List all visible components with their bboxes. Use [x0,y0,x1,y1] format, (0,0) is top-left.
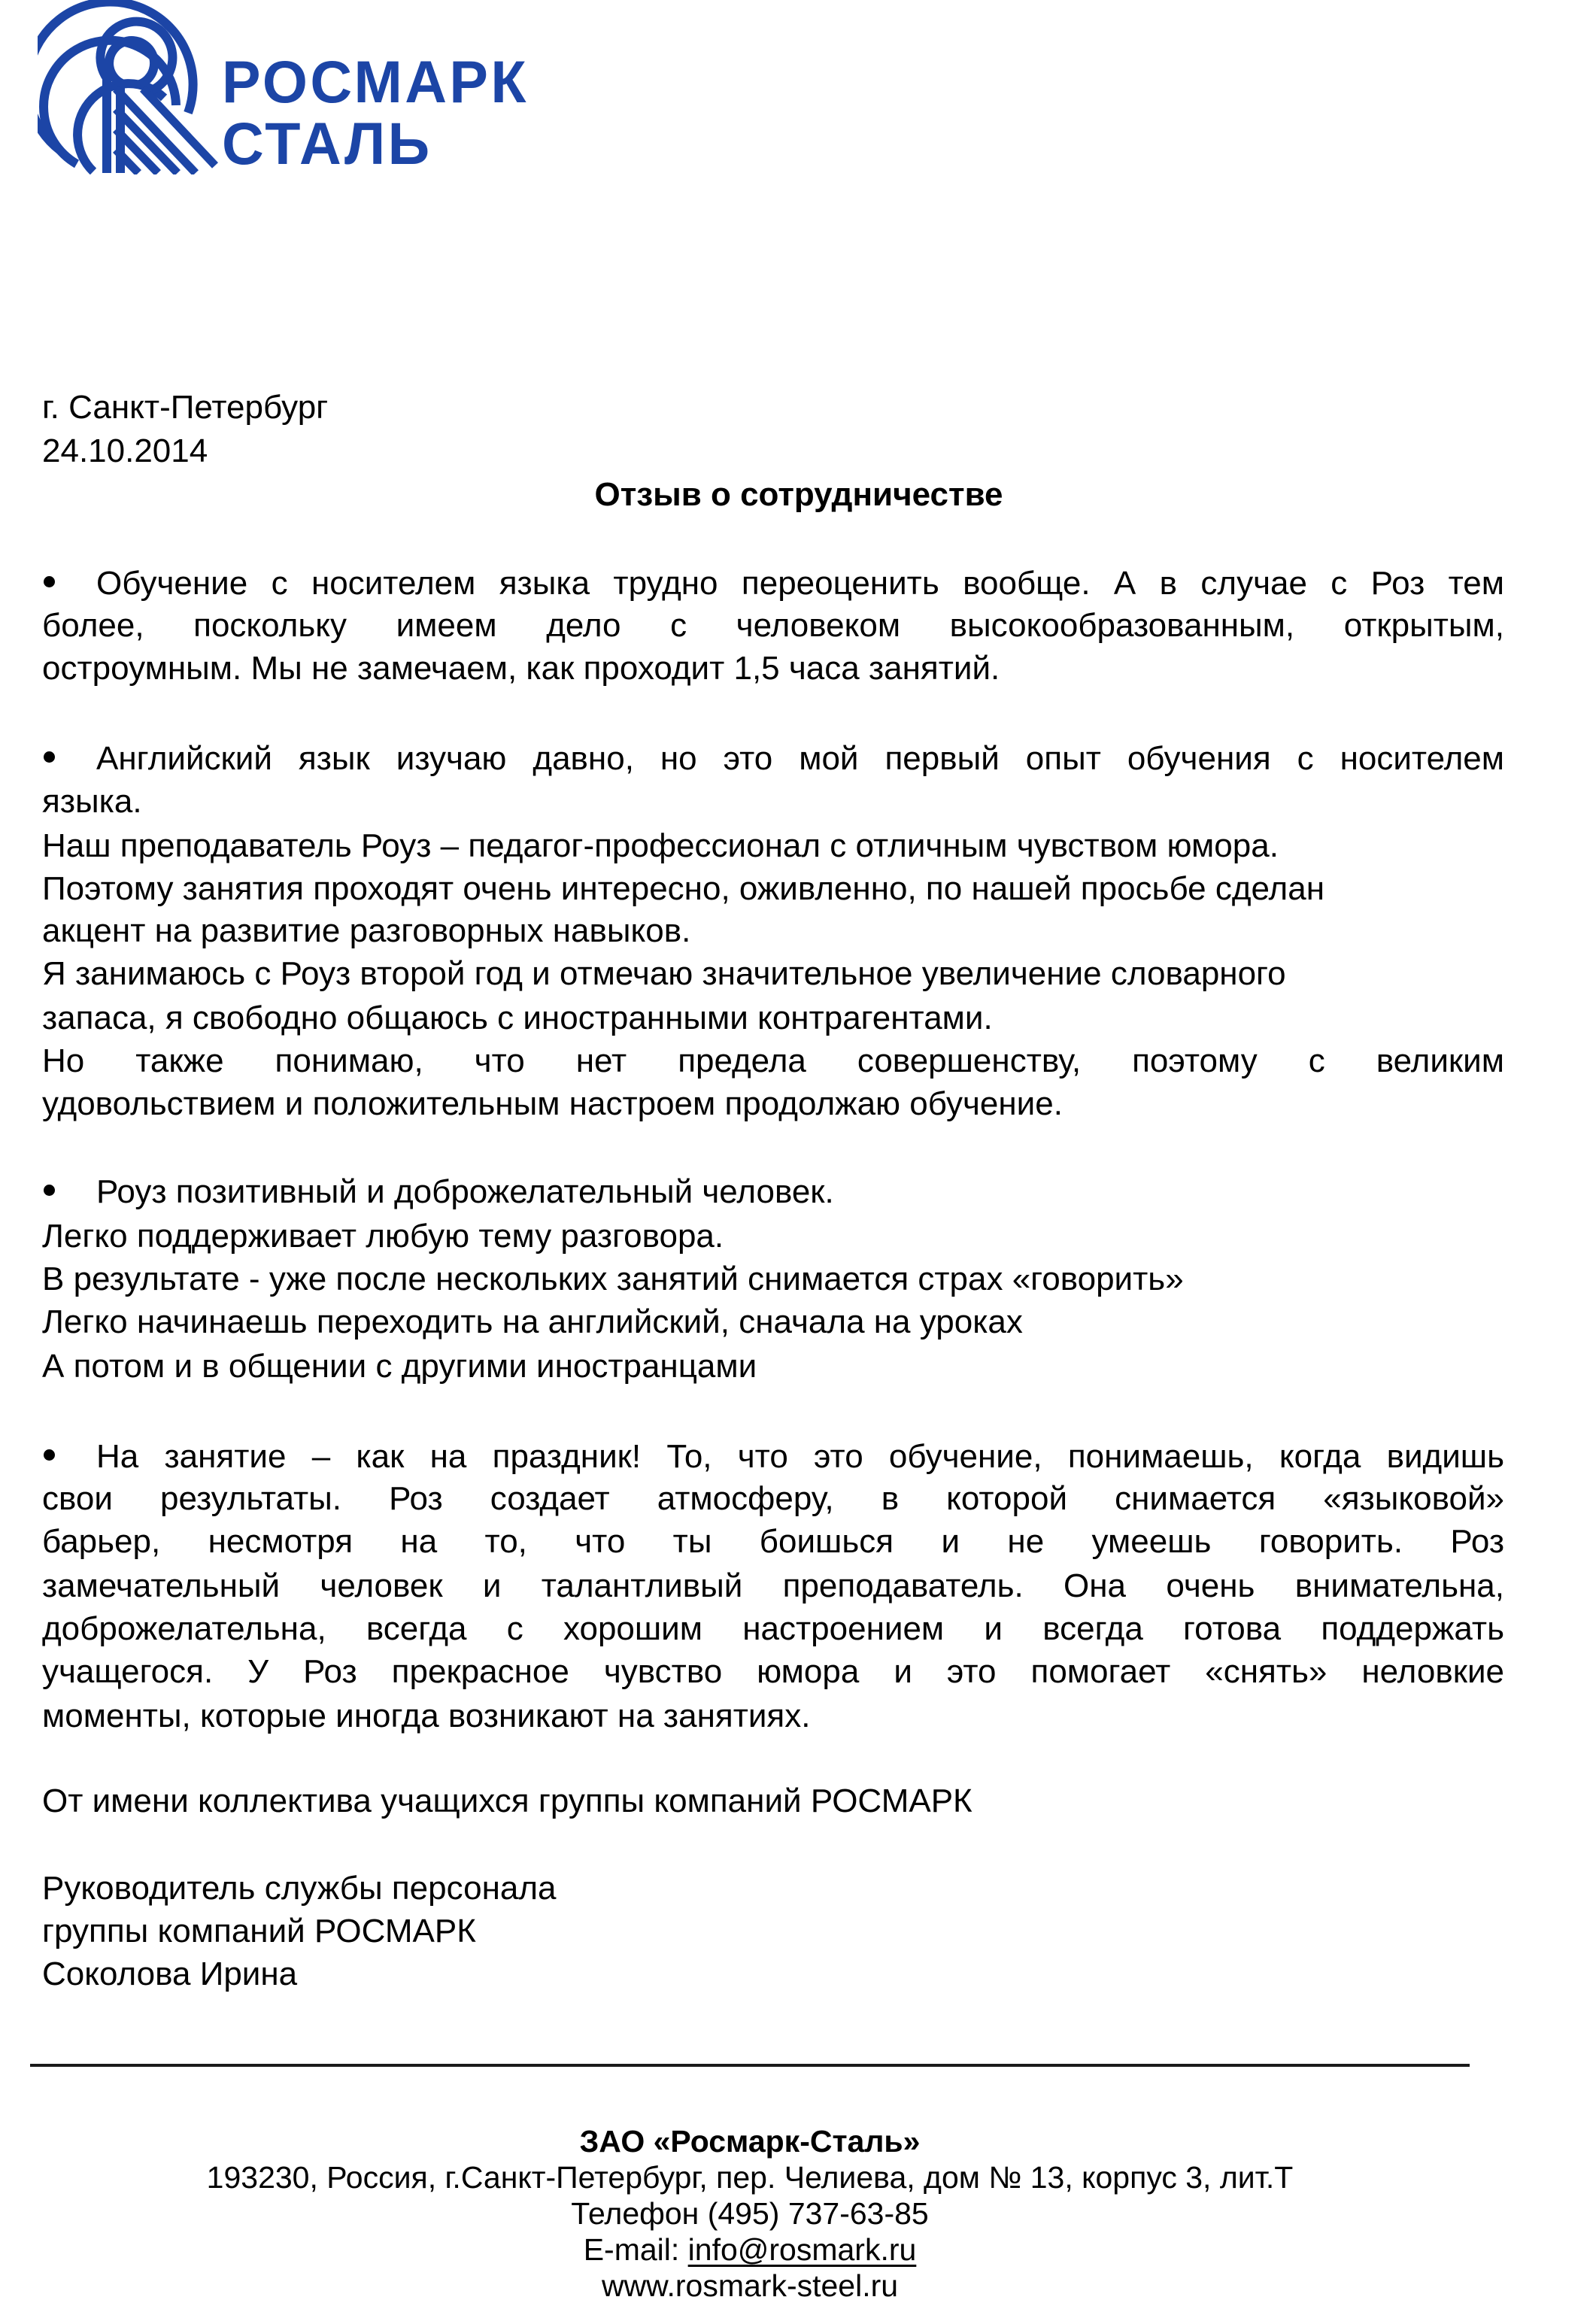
paragraph-line: Я занимаюсь с Роуз второй год и отмечаю значительное увеличение словарного [42,955,1286,992]
paragraph-line: Роуз позитивный и доброжелательный человек. [96,1173,834,1210]
bullet-icon [44,751,55,763]
paragraph-line: В результате - уже после нескольких занятий снимается страх «говорить» [42,1261,1184,1297]
paragraph-line: доброжелательна, всегда с хорошим настроением и всегда готова поддержать [42,1610,1504,1647]
footer-company: ЗАО «Росмарк-Сталь» [579,2124,921,2159]
footer-email-row [30,2231,1470,2268]
paragraph-line: Но также понимаю, что нет предела совершенству, поэтому с великим [42,1042,1504,1079]
footer-divider [30,2064,1470,2067]
bullet-icon [44,1185,55,1196]
rosmark-r-logo-icon [38,0,218,174]
footer-phone: Телефон (495) 737-63-85 [571,2196,929,2231]
paragraph-line: Поэтому занятия проходят очень интересно, оживленно, по нашей просьбе сделан [42,870,1324,907]
paragraph-line: Английский язык изучаю давно, но это мой первый опыт обучения с носителем [96,740,1504,777]
bullet-icon [44,1449,55,1461]
paragraph-line: моменты, которые иногда возникают на занятиях. [42,1698,811,1734]
signature-name: Соколова Ирина [42,1955,298,1992]
letter-city: г. Санкт-Петербург [42,389,329,426]
letter-title [0,473,1596,517]
paragraph-line: удовольствием и положительным настроем продолжаю обучение. [42,1085,1063,1122]
signature-position-line1: Руководитель службы персонала [42,1870,557,1907]
paragraph-line: Наш преподаватель Роуз – педагог-профессионал с отличным чувством юмора. [42,827,1279,864]
paragraph-line: языка. [42,783,142,820]
paragraph-line: свои результаты. Роз создает атмосферу, в которой снимается «языковой» [42,1480,1504,1517]
bullet-icon [44,576,55,587]
paragraph-line: учащегося. У Роз прекрасное чувство юмора и это помогает «снять» неловкие [42,1653,1504,1690]
paragraph-line: замечательный человек и талантливый преподаватель. Она очень внимательна, [42,1567,1504,1604]
paragraph-line: барьер, несмотря на то, что ты боишься и не умеешь говорить. Роз [42,1523,1504,1560]
paragraph-line: более, поскольку имеем дело с человеком высокообразованным, открытым, [42,607,1504,644]
logo-text-rosmark: РОСМАРК [222,49,529,116]
paragraph-line: Легко начинаешь переходить на английский, сначала на уроках [42,1303,1023,1340]
paragraph-line: запаса, я свободно общаюсь с иностранными контрагентами. [42,1000,993,1036]
footer-website[interactable]: www.rosmark-steel.ru [601,2268,899,2303]
company-logo [38,0,564,177]
logo-text-stal: СТАЛЬ [222,111,432,177]
paragraph-line: А потом и в общении с другими иностранцами [42,1348,757,1385]
letter-title-text: Отзыв о сотрудничестве [594,476,1003,513]
signature-position-line2: группы компаний РОСМАРК [42,1913,476,1949]
paragraph-line: Легко поддерживает любую тему разговора. [42,1218,724,1255]
closing-line: От имени коллектива учащихся группы компаний РОСМАРК [42,1783,972,1819]
footer-email-label: E-mail: [583,2232,688,2267]
paragraph-line: Обучение с носителем языка трудно переоценить вообще. А в случае с Роз тем [96,565,1504,602]
paragraph-line: На занятие – как на праздник! То, что это обучение, понимаешь, когда видишь [96,1438,1504,1475]
letter-date: 24.10.2014 [42,432,208,469]
paragraph-line: акцент на развитие разговорных навыков. [42,912,691,949]
paragraph-line: остроумным. Мы не замечаем, как проходит 1,5 часа занятий. [42,650,1000,687]
footer-email-link[interactable]: info@rosmark.ru [687,2232,917,2267]
footer-address: 193230, Россия, г.Санкт-Петербург, пер. Челиева, дом № 13, корпус 3, лит.Т [206,2160,1294,2195]
